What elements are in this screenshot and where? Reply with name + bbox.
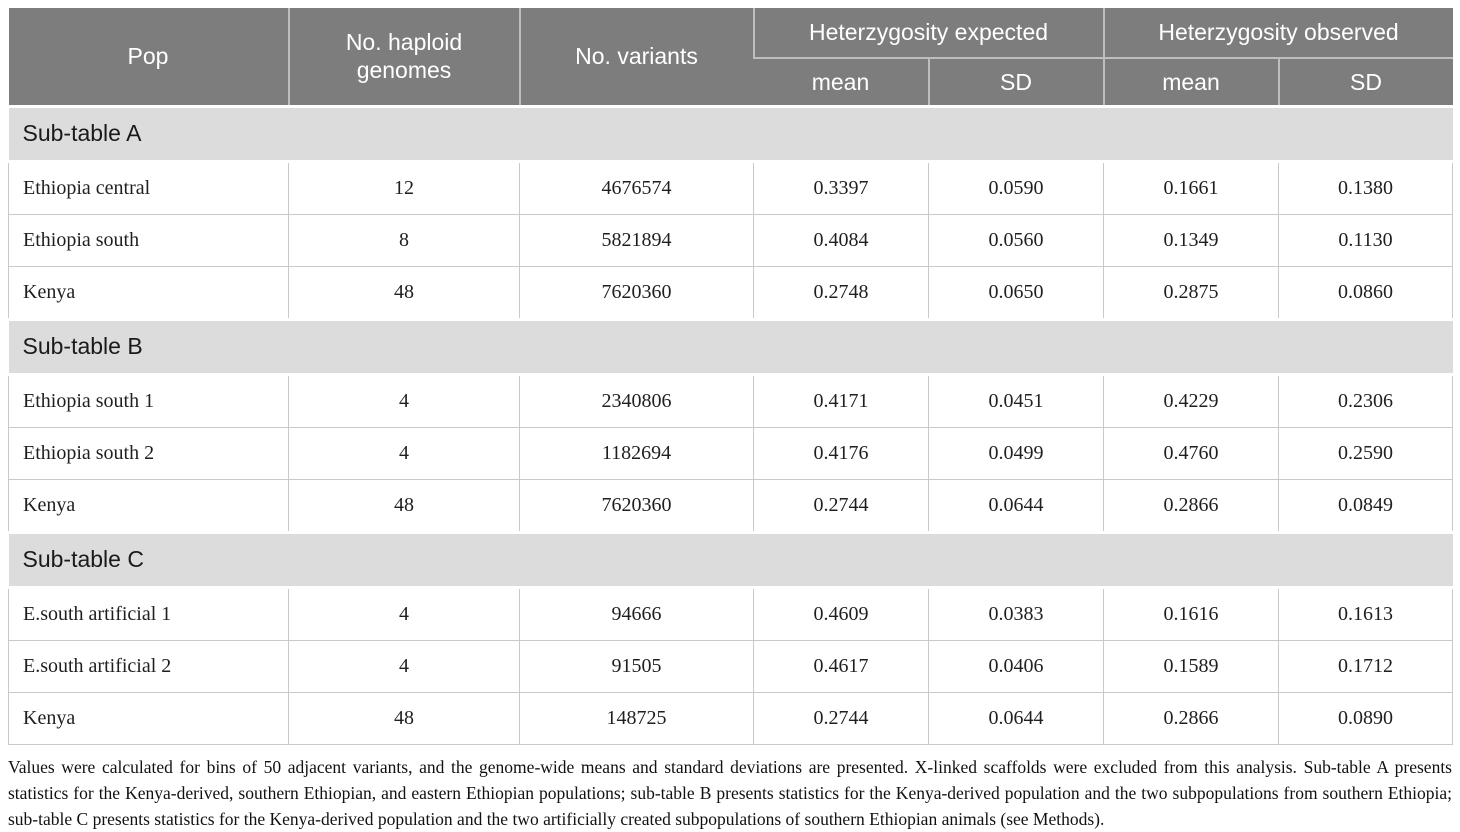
cell-pop: Kenya bbox=[9, 692, 289, 744]
subheader-observed-mean: mean bbox=[1104, 58, 1279, 106]
cell-het-observed-mean: 0.2875 bbox=[1104, 266, 1279, 319]
cell-haploid-genomes: 12 bbox=[289, 161, 520, 214]
table-row bbox=[9, 214, 1453, 266]
cell-het-expected-sd: 0.0451 bbox=[929, 374, 1104, 427]
cell-het-expected-mean: 0.2748 bbox=[754, 266, 929, 319]
cell-het-observed-mean: 0.1349 bbox=[1104, 214, 1279, 266]
cell-het-observed-sd: 0.1613 bbox=[1279, 587, 1453, 640]
section-header-label: Sub-table C bbox=[9, 532, 1453, 587]
cell-het-expected-sd: 0.0644 bbox=[929, 692, 1104, 744]
cell-pop: Ethiopia central bbox=[9, 161, 289, 214]
column-group-heterozygosity-expected: Heterzygosity expected bbox=[754, 8, 1104, 58]
column-header-pop: Pop bbox=[9, 8, 289, 106]
cell-het-observed-mean: 0.4229 bbox=[1104, 374, 1279, 427]
cell-variants: 7620360 bbox=[520, 266, 754, 319]
column-header-variants: No. variants bbox=[520, 8, 754, 106]
cell-het-expected-mean: 0.4084 bbox=[754, 214, 929, 266]
cell-het-observed-mean: 0.4760 bbox=[1104, 427, 1279, 479]
cell-pop: E.south artificial 2 bbox=[9, 640, 289, 692]
section-header-label: Sub-table A bbox=[9, 106, 1453, 161]
cell-het-expected-sd: 0.0644 bbox=[929, 479, 1104, 532]
cell-pop: Ethiopia south 2 bbox=[9, 427, 289, 479]
cell-het-observed-mean: 0.1616 bbox=[1104, 587, 1279, 640]
cell-het-expected-mean: 0.4609 bbox=[754, 587, 929, 640]
section-header-label: Sub-table B bbox=[9, 319, 1453, 374]
table-row bbox=[9, 640, 1453, 692]
cell-het-observed-sd: 0.1712 bbox=[1279, 640, 1453, 692]
cell-het-expected-sd: 0.0650 bbox=[929, 266, 1104, 319]
cell-het-observed-sd: 0.2590 bbox=[1279, 427, 1453, 479]
cell-het-expected-sd: 0.0406 bbox=[929, 640, 1104, 692]
cell-haploid-genomes: 4 bbox=[289, 374, 520, 427]
cell-het-expected-sd: 0.0499 bbox=[929, 427, 1104, 479]
section-row-c bbox=[9, 532, 1453, 587]
table-row bbox=[9, 587, 1453, 640]
cell-variants: 5821894 bbox=[520, 214, 754, 266]
cell-variants: 2340806 bbox=[520, 374, 754, 427]
cell-pop: Ethiopia south bbox=[9, 214, 289, 266]
cell-pop: Kenya bbox=[9, 479, 289, 532]
cell-het-observed-mean: 0.1589 bbox=[1104, 640, 1279, 692]
subheader-expected-sd: SD bbox=[929, 58, 1104, 106]
column-group-heterozygosity-observed: Heterzygosity observed bbox=[1104, 8, 1453, 58]
table-row bbox=[9, 479, 1453, 532]
table-row bbox=[9, 161, 1453, 214]
table-row bbox=[9, 427, 1453, 479]
subheader-observed-sd: SD bbox=[1279, 58, 1453, 106]
column-header-haploid-genomes: No. haploid genomes bbox=[289, 8, 520, 106]
cell-variants: 94666 bbox=[520, 587, 754, 640]
cell-het-expected-mean: 0.3397 bbox=[754, 161, 929, 214]
cell-variants: 4676574 bbox=[520, 161, 754, 214]
cell-het-observed-mean: 0.1661 bbox=[1104, 161, 1279, 214]
subheader-expected-mean: mean bbox=[754, 58, 929, 106]
cell-het-observed-sd: 0.2306 bbox=[1279, 374, 1453, 427]
cell-het-expected-sd: 0.0383 bbox=[929, 587, 1104, 640]
cell-het-expected-sd: 0.0560 bbox=[929, 214, 1104, 266]
cell-haploid-genomes: 4 bbox=[289, 427, 520, 479]
cell-het-observed-sd: 0.1130 bbox=[1279, 214, 1453, 266]
cell-haploid-genomes: 48 bbox=[289, 479, 520, 532]
cell-het-expected-mean: 0.4617 bbox=[754, 640, 929, 692]
table-row bbox=[9, 692, 1453, 744]
table-footnote: Values were calculated for bins of 50 adjacent variants, and the genome-wide means and standard deviations are presented. X-linked scaffolds were excluded from this analysis. Sub-table A presents statistics for the Kenya-derived, southern Ethiopian, and eastern Ethiopian populations; sub-table B presents statistics for the Kenya-derived population and the two subpopulations from southern Ethiopia; sub-table C presents statistics for the Kenya-derived population and the two artificially created subpopulations of southern Ethiopian animals (see Methods). bbox=[8, 756, 1452, 829]
cell-variants: 91505 bbox=[520, 640, 754, 692]
cell-het-expected-mean: 0.2744 bbox=[754, 479, 929, 532]
section-row-b bbox=[9, 319, 1453, 374]
cell-het-observed-sd: 0.1380 bbox=[1279, 161, 1453, 214]
cell-haploid-genomes: 4 bbox=[289, 587, 520, 640]
cell-het-observed-mean: 0.2866 bbox=[1104, 692, 1279, 744]
cell-variants: 7620360 bbox=[520, 479, 754, 532]
cell-variants: 1182694 bbox=[520, 427, 754, 479]
table-row bbox=[9, 266, 1453, 319]
cell-variants: 148725 bbox=[520, 692, 754, 744]
cell-het-expected-mean: 0.4176 bbox=[754, 427, 929, 479]
cell-pop: E.south artificial 1 bbox=[9, 587, 289, 640]
cell-het-observed-mean: 0.2866 bbox=[1104, 479, 1279, 532]
cell-haploid-genomes: 48 bbox=[289, 266, 520, 319]
table-row bbox=[9, 374, 1453, 427]
cell-het-observed-sd: 0.0890 bbox=[1279, 692, 1453, 744]
cell-pop: Kenya bbox=[9, 266, 289, 319]
cell-haploid-genomes: 4 bbox=[289, 640, 520, 692]
cell-het-expected-sd: 0.0590 bbox=[929, 161, 1104, 214]
heterozygosity-statistics-table bbox=[8, 8, 1453, 745]
cell-het-expected-mean: 0.4171 bbox=[754, 374, 929, 427]
cell-haploid-genomes: 8 bbox=[289, 214, 520, 266]
cell-het-observed-sd: 0.0860 bbox=[1279, 266, 1453, 319]
section-row-a bbox=[9, 106, 1453, 161]
cell-pop: Ethiopia south 1 bbox=[9, 374, 289, 427]
cell-haploid-genomes: 48 bbox=[289, 692, 520, 744]
cell-het-expected-mean: 0.2744 bbox=[754, 692, 929, 744]
cell-het-observed-sd: 0.0849 bbox=[1279, 479, 1453, 532]
